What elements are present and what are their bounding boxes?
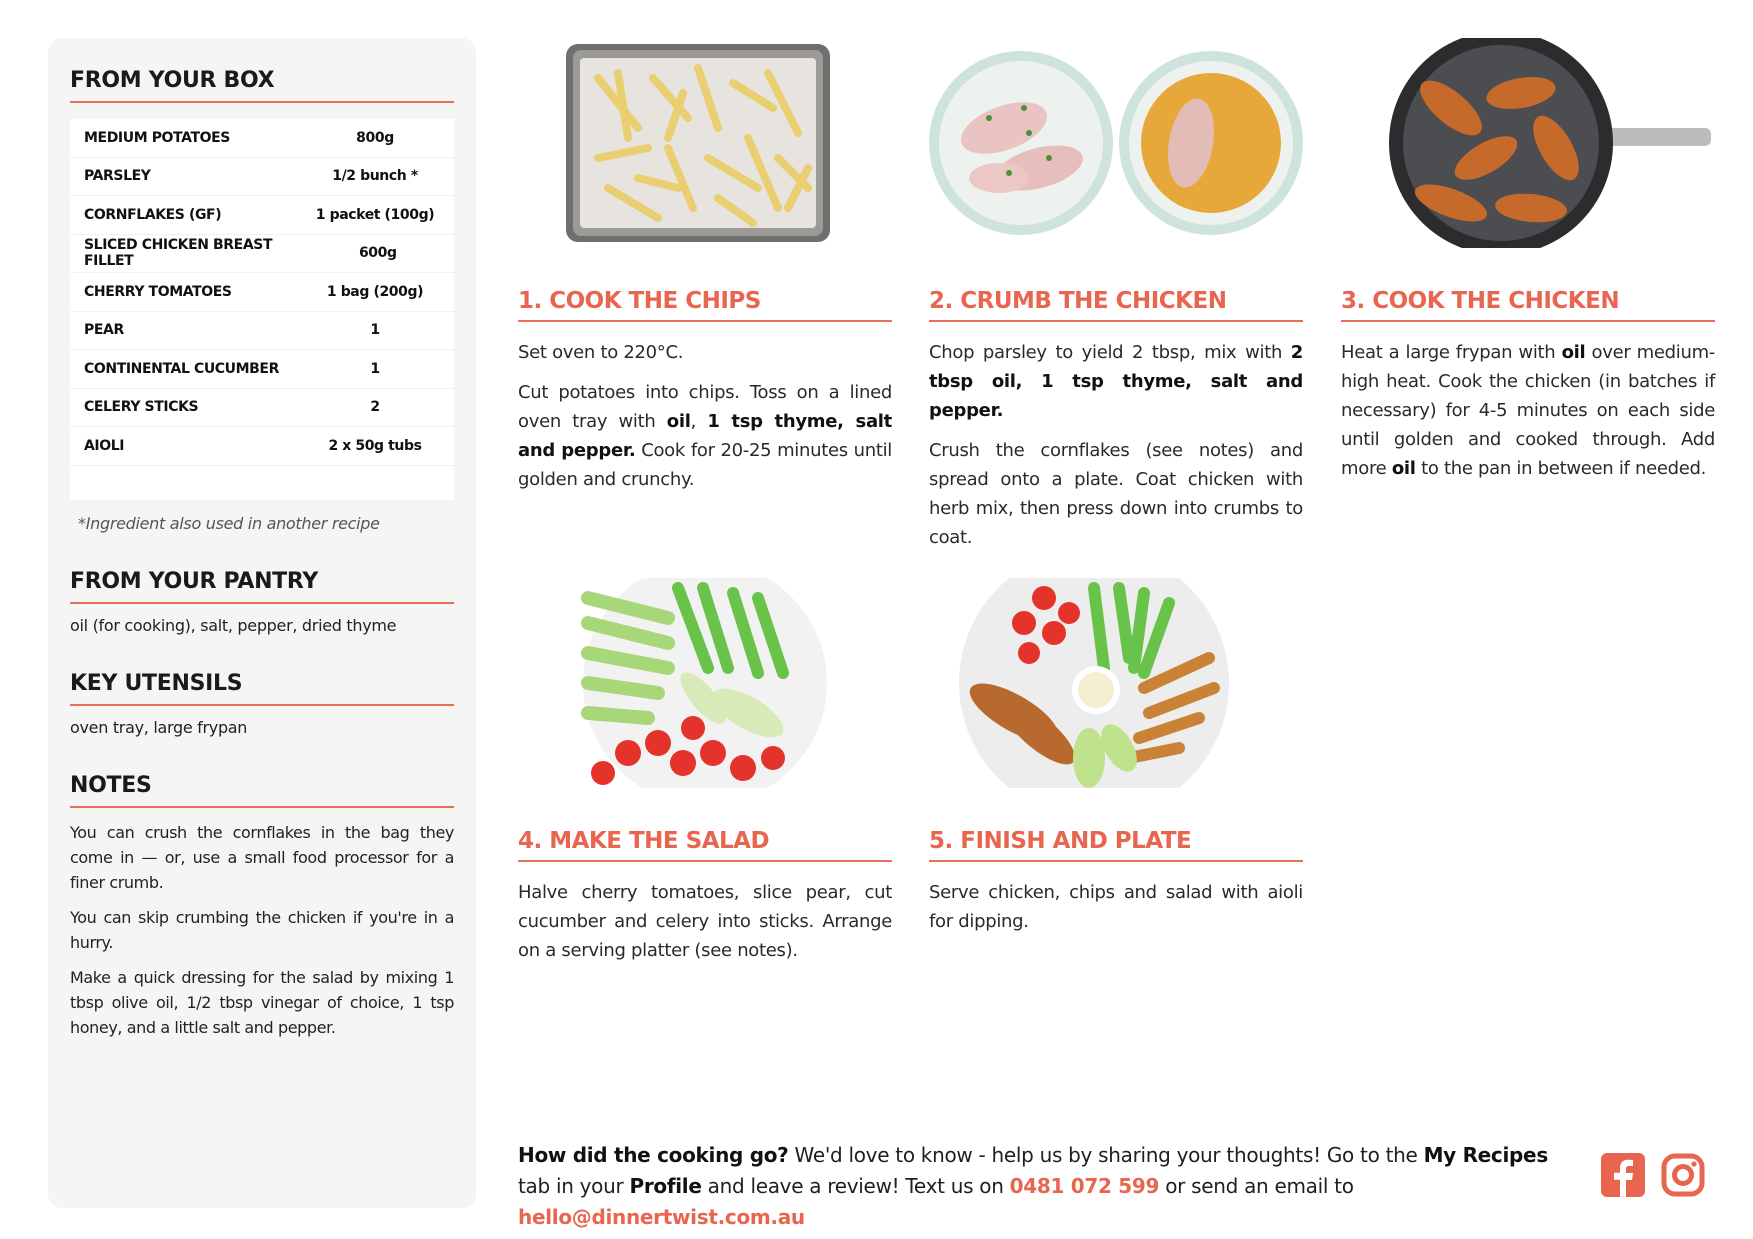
ingredient-row <box>70 235 454 274</box>
ingredient-qty: 1 packet (100g) <box>315 206 435 223</box>
phone-number[interactable]: 0481 072 599 <box>1009 1174 1160 1198</box>
step-3 <box>1341 38 1715 494</box>
step-3-body <box>1341 338 1715 483</box>
ingredient-qty: 1 <box>370 322 380 339</box>
step-4-title: 4. MAKE THE SALAD <box>518 828 892 862</box>
note-item: Make a quick dressing for the salad by mixing 1 tbsp olive oil, 1/2 tbsp vinegar of choice, 1 tsp honey, and a little salt and pepper. <box>70 967 454 1037</box>
chips-tray-photo <box>518 38 892 248</box>
email-link[interactable]: hello@dinnertwist.com.au <box>518 1205 805 1229</box>
social-links <box>1600 1152 1706 1198</box>
step-4-body <box>518 878 892 965</box>
step-2-body <box>929 338 1303 552</box>
crumbing-chicken-photo <box>929 38 1303 248</box>
step-2-title: 2. CRUMB THE CHICKEN <box>929 288 1303 322</box>
note-item: You can crush the cornflakes in the bag they come in — or, use a small food processor for a finer crumb. <box>70 822 454 892</box>
ingredient-row <box>70 119 454 158</box>
from-your-box-heading: FROM YOUR BOX <box>70 68 454 103</box>
ingredient-row <box>70 350 454 389</box>
ingredient-name: MEDIUM POTATOES <box>84 129 230 146</box>
step-5-text: Serve chicken, chips and salad with aioli for dipping. <box>929 882 1303 932</box>
step-2-text: Chop parsley to yield 2 tbsp, mix with 2 tbsp oil, 1 tsp thyme, salt and pepper. <box>929 342 1303 421</box>
ingredients-sidebar <box>48 38 476 1208</box>
ingredient-row <box>70 427 454 466</box>
ingredient-row <box>70 196 454 235</box>
step-1-text: Set oven to 220°C. <box>518 342 684 363</box>
pantry-heading: FROM YOUR PANTRY <box>70 569 454 604</box>
utensils-section <box>68 671 456 737</box>
ingredient-qty: 600g <box>358 245 397 262</box>
ingredient-name: AIOLI <box>84 437 125 454</box>
step-2-text: Crush the cornflakes (see notes) and spread onto a plate. Coat chicken with herb mix, then press down into crumbs to coat. <box>929 440 1303 548</box>
step-1-title: 1. COOK THE CHIPS <box>518 288 892 322</box>
step-3-title: 3. COOK THE CHICKEN <box>1341 288 1715 322</box>
step-3-text: Heat a large frypan with oil over medium-high heat. Cook the chicken (in batches if necessary) for 4-5 minutes on each side until golden and cooked through. Add more oil to the pan in between if needed. <box>1341 342 1715 479</box>
ingredient-qty: 1 bag (200g) <box>326 283 424 300</box>
step-5-body <box>929 878 1303 936</box>
ingredients-table <box>70 119 454 500</box>
ingredient-name: CORNFLAKES (GF) <box>84 206 222 223</box>
notes-heading: NOTES <box>70 773 454 808</box>
review-footer: How did the cooking go? We'd love to know - help us by sharing your thoughts! Go to the My Recipes tab in your Profile and leave a review! Text us on 0481 072 599 or send an email to hello@dinnertwist.com.au <box>518 1143 1548 1229</box>
facebook-icon[interactable] <box>1600 1152 1646 1198</box>
ingredient-row <box>70 158 454 197</box>
frypan-chicken-photo <box>1341 38 1715 248</box>
utensils-text: oven tray, large frypan <box>70 717 248 737</box>
ingredient-row <box>70 312 454 351</box>
ingredient-name: CONTINENTAL CUCUMBER <box>84 360 279 377</box>
ingredient-qty: 2 <box>370 399 380 416</box>
step-1 <box>518 38 892 505</box>
ingredient-qty: 1/2 bunch * <box>332 168 418 185</box>
ingredient-name: SLICED CHICKEN BREAST FILLET <box>84 237 273 270</box>
finished-plate-photo <box>929 578 1303 788</box>
ingredient-qty: 800g <box>356 129 394 146</box>
ingredient-name: PEAR <box>84 322 124 339</box>
note-item: You can skip crumbing the chicken if you're in a hurry. <box>70 907 454 952</box>
ingredient-name: CELERY STICKS <box>84 399 199 416</box>
footer-question: How did the cooking go? <box>518 1143 789 1167</box>
salad-platter-photo <box>518 578 892 788</box>
step-4 <box>518 578 892 976</box>
step-1-body <box>518 338 892 494</box>
pantry-text: oil (for cooking), salt, pepper, dried thyme <box>70 615 397 635</box>
step-1-text: Cut potatoes into chips. Toss on a lined oven tray with oil, 1 tsp thyme, salt and pepper. Cook for 20-25 minutes until golden and crunchy. <box>518 382 892 490</box>
pantry-section <box>68 569 456 635</box>
ingredient-qty: 2 x 50g tubs <box>328 437 422 454</box>
step-5-title: 5. FINISH AND PLATE <box>929 828 1303 862</box>
utensils-heading: KEY UTENSILS <box>70 671 454 706</box>
ingredient-row <box>70 273 454 312</box>
notes-section <box>68 773 456 1040</box>
step-2 <box>929 38 1303 563</box>
step-4-text: Halve cherry tomatoes, slice pear, cut cucumber and celery into sticks. Arrange on a serving platter (see notes). <box>518 882 892 961</box>
ingredient-name: CHERRY TOMATOES <box>84 283 232 300</box>
instagram-icon[interactable] <box>1660 1152 1706 1198</box>
ingredient-name: PARSLEY <box>84 168 151 185</box>
step-5 <box>929 578 1303 947</box>
ingredient-row <box>70 389 454 428</box>
ingredient-qty: 1 <box>370 360 380 377</box>
ingredient-footnote: *Ingredient also used in another recipe <box>78 513 380 533</box>
